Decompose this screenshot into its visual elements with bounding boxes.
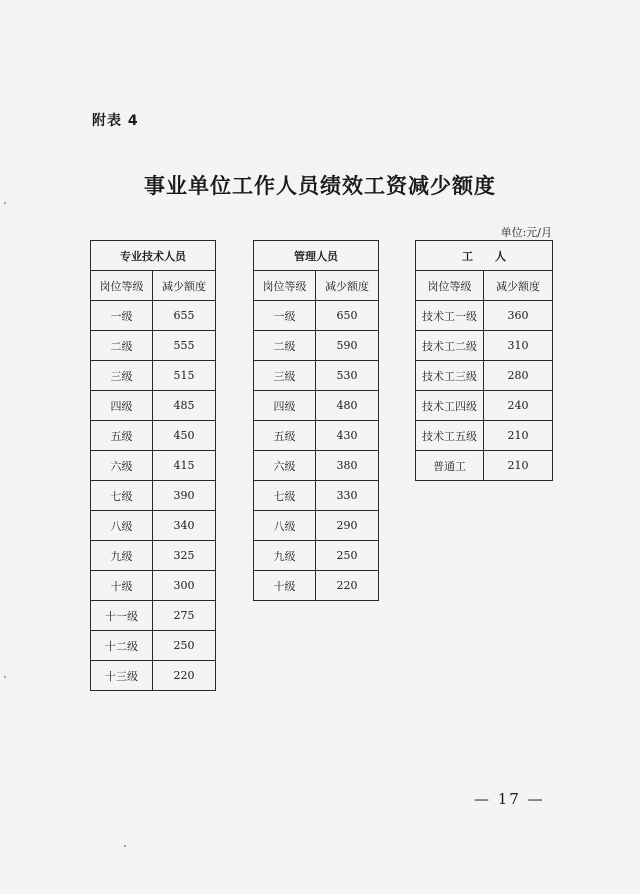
- table-row: [254, 571, 379, 601]
- grade-cell: 七级: [91, 481, 153, 511]
- amount-cell: 390: [153, 481, 216, 511]
- table-heading: 工 人: [416, 241, 553, 271]
- grade-cell: 十级: [91, 571, 153, 601]
- grade-cell: 八级: [254, 511, 316, 541]
- grade-cell: 九级: [91, 541, 153, 571]
- table-row: [91, 601, 216, 631]
- column-header-grade: 岗位等级: [416, 271, 484, 301]
- table-row: [91, 301, 216, 331]
- grade-cell: 普通工: [416, 451, 484, 481]
- amount-cell: 590: [316, 331, 379, 361]
- table-row: [416, 301, 553, 331]
- table-row: [91, 451, 216, 481]
- amount-cell: 240: [484, 391, 553, 421]
- amount-cell: 480: [316, 391, 379, 421]
- grade-cell: 七级: [254, 481, 316, 511]
- grade-cell: 十三级: [91, 661, 153, 691]
- table-row: [91, 571, 216, 601]
- amount-cell: 290: [316, 511, 379, 541]
- table-row: [416, 391, 553, 421]
- amount-cell: 430: [316, 421, 379, 451]
- amount-cell: 330: [316, 481, 379, 511]
- grade-cell: 五级: [254, 421, 316, 451]
- column-header-grade: 岗位等级: [91, 271, 153, 301]
- amount-cell: 250: [316, 541, 379, 571]
- grade-cell: 二级: [91, 331, 153, 361]
- amount-cell: 415: [153, 451, 216, 481]
- unit-label: 单位:元/月: [500, 226, 552, 239]
- grade-cell: 一级: [254, 301, 316, 331]
- table-row: [254, 301, 379, 331]
- table-row: [91, 331, 216, 361]
- table-heading: 管理人员: [254, 241, 379, 271]
- grade-cell: 九级: [254, 541, 316, 571]
- amount-cell: 310: [484, 331, 553, 361]
- amount-cell: 380: [316, 451, 379, 481]
- amount-cell: 275: [153, 601, 216, 631]
- amount-cell: 650: [316, 301, 379, 331]
- amount-cell: 340: [153, 511, 216, 541]
- table-row: [91, 511, 216, 541]
- table-row: [254, 451, 379, 481]
- amount-cell: 325: [153, 541, 216, 571]
- table-row: [416, 421, 553, 451]
- grade-cell: 三级: [254, 361, 316, 391]
- table-row: [254, 391, 379, 421]
- amount-cell: 220: [153, 661, 216, 691]
- workers-table: [415, 240, 553, 481]
- grade-cell: 十一级: [91, 601, 153, 631]
- amount-cell: 530: [316, 361, 379, 391]
- grade-cell: 技术工五级: [416, 421, 484, 451]
- column-header-grade: 岗位等级: [254, 271, 316, 301]
- amount-cell: 360: [484, 301, 553, 331]
- table-row: [254, 511, 379, 541]
- column-header-amount: 减少额度: [153, 271, 216, 301]
- scan-speck: [124, 845, 126, 847]
- table-row: [91, 481, 216, 511]
- grade-cell: 一级: [91, 301, 153, 331]
- amount-cell: 280: [484, 361, 553, 391]
- grade-cell: 十二级: [91, 631, 153, 661]
- grade-cell: 技术工三级: [416, 361, 484, 391]
- amount-cell: 300: [153, 571, 216, 601]
- table-row: [254, 421, 379, 451]
- table-row: [416, 331, 553, 361]
- column-header-amount: 减少额度: [316, 271, 379, 301]
- amount-cell: 210: [484, 421, 553, 451]
- grade-cell: 技术工四级: [416, 391, 484, 421]
- table-row: [91, 631, 216, 661]
- amount-cell: 220: [316, 571, 379, 601]
- table-row: [416, 361, 553, 391]
- table-row: [91, 421, 216, 451]
- grade-cell: 四级: [254, 391, 316, 421]
- amount-cell: 250: [153, 631, 216, 661]
- column-header-amount: 减少额度: [484, 271, 553, 301]
- table-row: [91, 541, 216, 571]
- table-row: [416, 451, 553, 481]
- amount-cell: 450: [153, 421, 216, 451]
- table-row: [254, 331, 379, 361]
- table-row: [91, 661, 216, 691]
- grade-cell: 四级: [91, 391, 153, 421]
- table-heading: 专业技术人员: [91, 241, 216, 271]
- amount-cell: 210: [484, 451, 553, 481]
- grade-cell: 技术工一级: [416, 301, 484, 331]
- page-number: — 17 —: [474, 790, 545, 808]
- document-title: 事业单位工作人员绩效工资减少额度: [144, 173, 496, 198]
- scan-speck: [4, 202, 6, 204]
- amount-cell: 515: [153, 361, 216, 391]
- amount-cell: 555: [153, 331, 216, 361]
- table-row: [91, 391, 216, 421]
- grade-cell: 十级: [254, 571, 316, 601]
- grade-cell: 八级: [91, 511, 153, 541]
- grade-cell: 六级: [91, 451, 153, 481]
- grade-cell: 二级: [254, 331, 316, 361]
- table-row: [254, 541, 379, 571]
- management-staff-table: [253, 240, 379, 601]
- grade-cell: 五级: [91, 421, 153, 451]
- table-row: [254, 481, 379, 511]
- scan-speck: [4, 676, 6, 678]
- amount-cell: 655: [153, 301, 216, 331]
- grade-cell: 六级: [254, 451, 316, 481]
- grade-cell: 技术工二级: [416, 331, 484, 361]
- grade-cell: 三级: [91, 361, 153, 391]
- table-row: [91, 361, 216, 391]
- table-row: [254, 361, 379, 391]
- amount-cell: 485: [153, 391, 216, 421]
- professional-staff-table: [90, 240, 216, 691]
- appendix-label: 附表 4: [92, 113, 139, 129]
